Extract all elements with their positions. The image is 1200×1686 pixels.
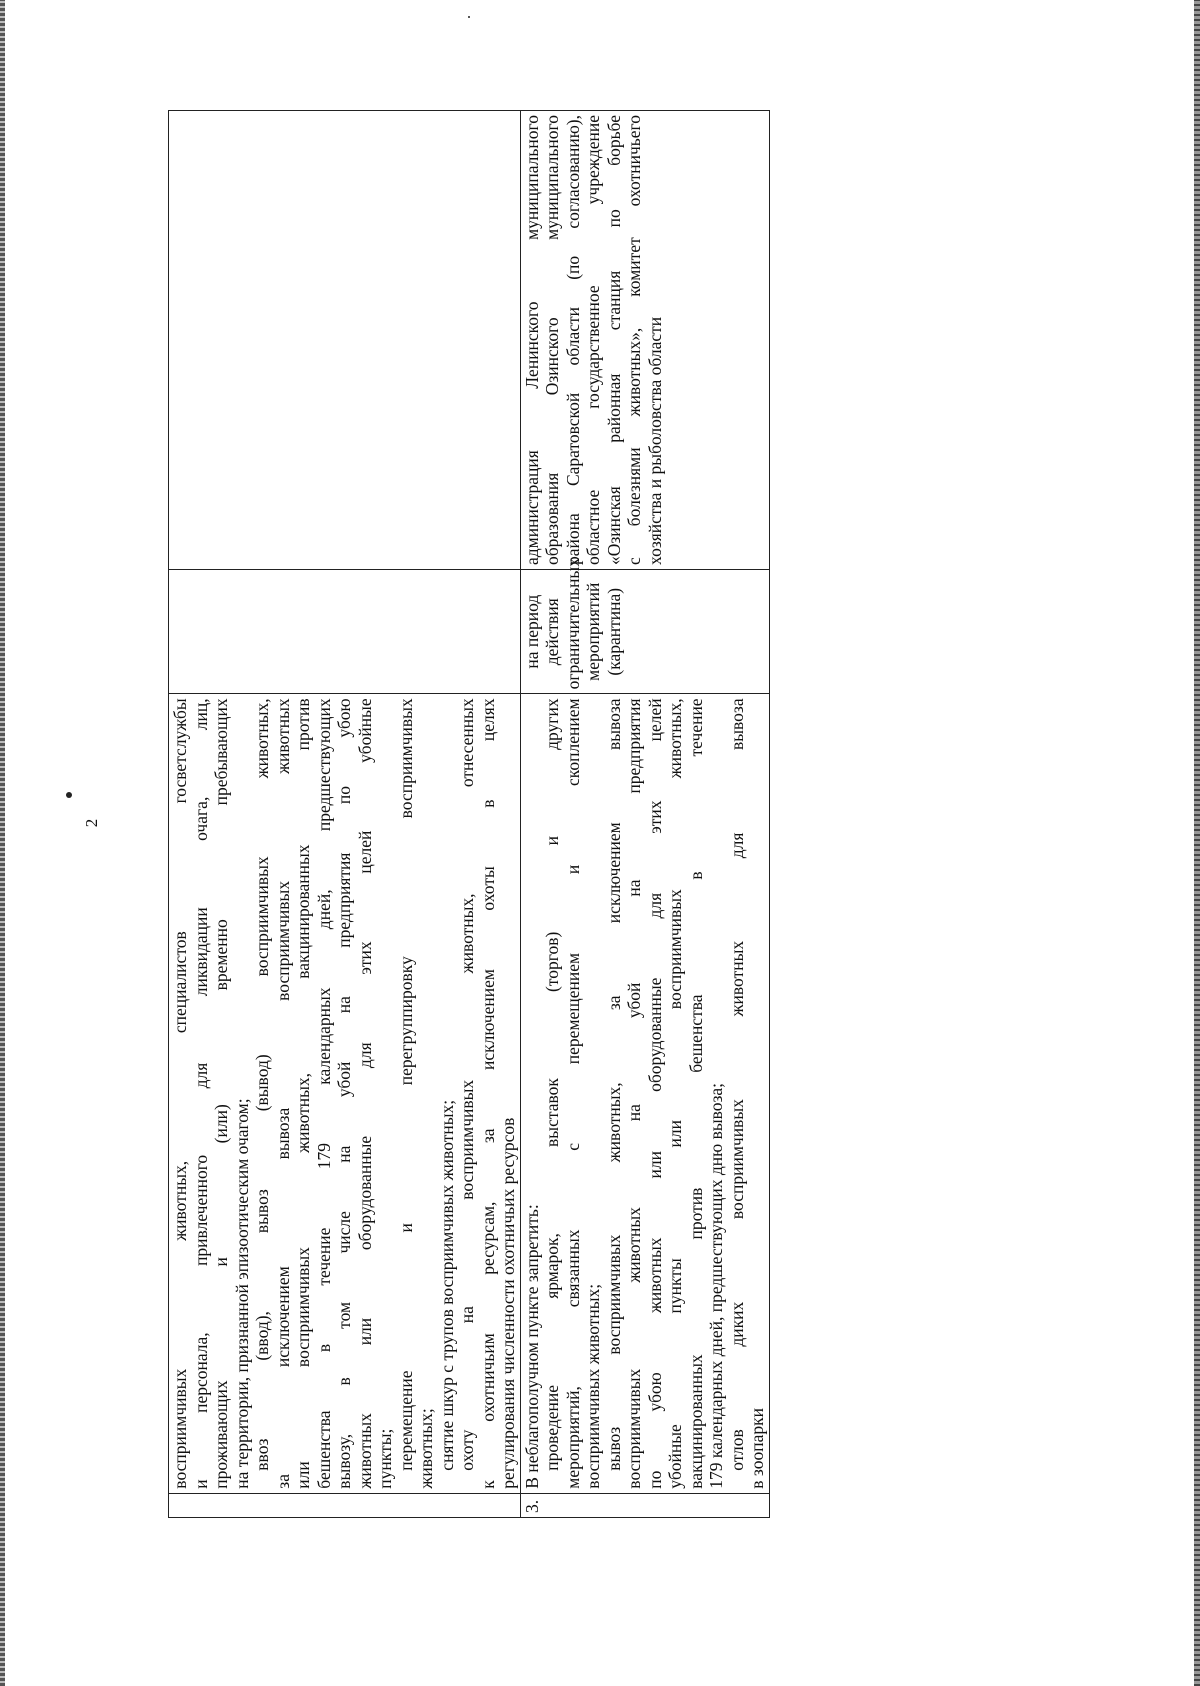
- measure-line: отлов диких восприимчивых животных для вывоза: [726, 698, 747, 1471]
- measure-line: перемещение и перегруппировку восприимчивых: [395, 698, 416, 1471]
- measure-line: на территории, признанной эпизоотическим очагом;: [231, 1098, 252, 1489]
- rotated-page-content: [168, 110, 1108, 1518]
- period-line: мероприятий: [583, 582, 603, 681]
- scan-edge-right: [1194, 0, 1200, 1686]
- scan-speck: [66, 792, 72, 798]
- responsible-cell: [520, 111, 769, 570]
- measure-line: по убою животных или оборудованные для этих целей: [644, 698, 665, 1489]
- measure-line: 179 календарных дней, предшествующих дню вывоза;: [706, 1082, 726, 1489]
- measure-line: снятие шкур с трупов восприимчивых животных;: [436, 1099, 457, 1471]
- scan-speck: [468, 16, 470, 18]
- responsible-line: района Саратовской области (по согласованию),: [562, 115, 583, 566]
- measures-cell: [520, 694, 769, 1493]
- responsible-line: администрация Ленинского муниципального: [521, 115, 542, 566]
- measure-line: вывозу, в том числе на убой на предприятия по убою: [334, 698, 354, 1489]
- measure-line: или восприимчивых животных, вакцинированных против: [293, 698, 313, 1489]
- measure-line: проведение ярмарок, выставок (торгов) и других: [542, 698, 562, 1471]
- period-line: действия: [542, 598, 562, 666]
- responsible-line: с болезнями животных», комитет охотничьего: [624, 115, 644, 566]
- measure-line: в зоопарки: [747, 1408, 767, 1489]
- period-cell: [520, 558, 769, 694]
- period-line: ограничительных: [562, 558, 583, 690]
- period-line: (карантина): [603, 587, 624, 676]
- measure-line: убойные пункты или восприимчивых животных,: [665, 698, 685, 1489]
- page-number: 2: [82, 818, 101, 828]
- measure-line: охоту на восприимчивых животных, отнесенных: [457, 698, 477, 1471]
- row-number-cell: [169, 1493, 521, 1517]
- measure-line: регулирования численности охотничьих ресурсов: [498, 1117, 518, 1489]
- measure-line: пункты;: [375, 1428, 395, 1489]
- row-number-cell: 3.: [520, 1493, 769, 1517]
- responsible-line: хозяйства и рыболовства области: [644, 316, 665, 566]
- measure-line: восприимчивых животных, специалистов госветслужбы: [170, 698, 190, 1489]
- measure-line: восприимчивых животных на убой на предприятия: [624, 698, 644, 1489]
- measure-line: мероприятий, связанных с перемещением и скоплением: [562, 698, 583, 1489]
- table-row: [520, 111, 769, 1518]
- measure-line: В неблагополучном пункте запретить:: [521, 1204, 542, 1489]
- measure-line: восприимчивых животных;: [583, 1283, 603, 1489]
- period-cell: [169, 570, 521, 694]
- measure-line: за исключением вывоза восприимчивых животных: [272, 698, 293, 1489]
- measure-line: вакцинированных против бешенства в течение: [685, 698, 706, 1489]
- responsible-line: областное государственное учреждение: [583, 115, 603, 566]
- measures-cell: [169, 694, 521, 1493]
- measure-line: животных или оборудованные для этих целей убойные: [354, 698, 375, 1489]
- measure-line: к охотничьим ресурсам, за исключением охоты в целях: [477, 698, 498, 1489]
- measure-line: животных;: [416, 1408, 436, 1489]
- responsible-cell: [169, 111, 521, 570]
- measure-line: вывоз восприимчивых животных, за исключением вывоза: [603, 698, 624, 1471]
- measure-line: ввоз (ввод), вывоз (вывод) восприимчивых животных,: [252, 698, 272, 1471]
- measure-line: и персонала, привлеченного для ликвидации очага, лиц,: [190, 698, 211, 1489]
- responsible-line: образования Озинского муниципального: [542, 115, 562, 566]
- measure-line: проживающих и (или) временно пребывающих: [211, 698, 231, 1489]
- responsible-line: «Озинская районная станция по борьбе: [603, 115, 624, 566]
- measures-table: [168, 110, 770, 1518]
- measure-line: бешенства в течение 179 календарных дней, предшествующих: [313, 698, 334, 1489]
- scan-edge-left: [0, 0, 5, 1686]
- period-line: на период: [521, 594, 542, 669]
- table-row: [169, 111, 521, 1518]
